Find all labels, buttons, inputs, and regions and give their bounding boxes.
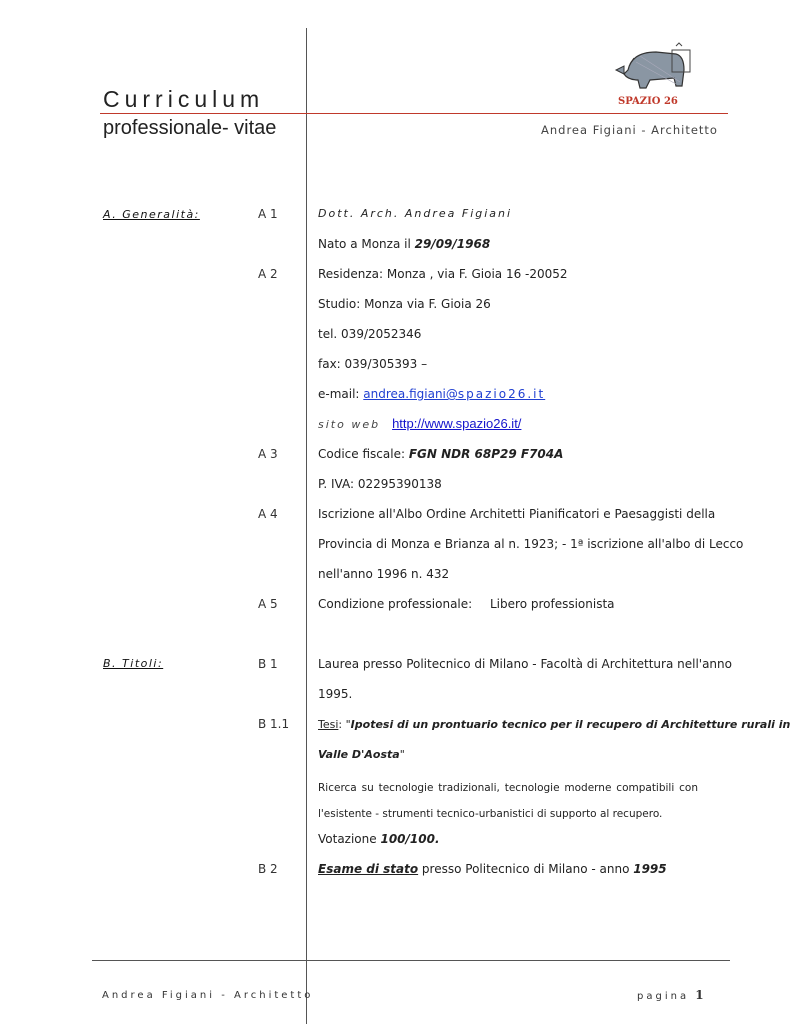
a2-tel: tel. 039/2052346 bbox=[318, 327, 422, 341]
email-user: andrea.figiani@ bbox=[363, 387, 458, 401]
page-title: Curriculum bbox=[103, 86, 265, 112]
a4-line3: nell'anno 1996 n. 432 bbox=[318, 567, 450, 581]
code-b1: B 1 bbox=[258, 657, 278, 671]
tesi-label: Tesi bbox=[318, 718, 339, 731]
page-number bbox=[637, 988, 704, 1002]
a3-piva: P. IVA: 02295390138 bbox=[318, 477, 442, 491]
code-a5: A 5 bbox=[258, 597, 278, 611]
logo-text: SPAZIO 26 bbox=[618, 96, 678, 107]
exam-label: Esame di stato bbox=[318, 862, 419, 876]
cf-label: Codice fiscale: bbox=[318, 447, 409, 461]
a1-birth bbox=[318, 237, 490, 251]
a3-cf bbox=[318, 447, 563, 461]
email-link[interactable] bbox=[363, 387, 545, 401]
vote-value: 100/100. bbox=[380, 832, 440, 846]
email-label: e-mail: bbox=[318, 387, 364, 401]
header-author: Andrea Figiani - Architetto bbox=[541, 123, 718, 137]
section-b-title: B. Titoli: bbox=[103, 657, 164, 670]
footer-rule bbox=[92, 960, 730, 961]
b11-research: Ricerca su tecnologie tradizionali, tecnologie moderne compatibili con l'esistente - strumenti tecnico-urbanistici di supporto al recupero. bbox=[318, 782, 698, 820]
birth-date: 29/09/1968 bbox=[414, 237, 491, 251]
a4-line2: Provincia di Monza e Brianza al n. 1923; - 1ª iscrizione all'albo di Lecco bbox=[318, 537, 744, 551]
code-b11: B 1.1 bbox=[258, 717, 290, 731]
tesi-open: : " bbox=[338, 718, 351, 731]
header-rule bbox=[100, 113, 728, 114]
b1-line1: Laurea presso Politecnico di Milano - Facoltà di Architettura nell'anno bbox=[318, 657, 732, 671]
a2-web bbox=[318, 416, 521, 431]
birth-label: Nato a Monza il bbox=[318, 237, 415, 251]
vote-label: Votazione bbox=[318, 832, 381, 846]
exam-year: 1995 bbox=[633, 862, 667, 876]
b2-exam bbox=[318, 862, 667, 876]
b11-thesis-line1 bbox=[318, 718, 790, 731]
exam-middle: presso Politecnico di Milano - anno bbox=[418, 862, 634, 876]
web-link[interactable]: http://www.spazio26.it/ bbox=[392, 416, 522, 431]
b11-thesis-line2 bbox=[318, 748, 405, 761]
web-label: sito web bbox=[318, 418, 381, 431]
a5-value: Libero professionista bbox=[490, 597, 615, 611]
tesi-close: " bbox=[399, 748, 405, 761]
cf-value: FGN NDR 68P29 F704A bbox=[408, 447, 564, 461]
spazio26-logo bbox=[610, 40, 706, 112]
page-number-value: 1 bbox=[695, 988, 704, 1002]
section-a-title: A. Generalità: bbox=[103, 208, 200, 221]
a2-residence: Residenza: Monza , via F. Gioia 16 -20052 bbox=[318, 267, 568, 281]
code-a3: A 3 bbox=[258, 447, 278, 461]
code-a1: A 1 bbox=[258, 207, 278, 221]
page-label: pagina bbox=[637, 991, 696, 1002]
b11-vote bbox=[318, 832, 440, 846]
b1-line2: 1995. bbox=[318, 687, 353, 701]
page-subtitle: professionale- vitae bbox=[103, 117, 277, 139]
code-b2: B 2 bbox=[258, 862, 278, 876]
footer-author: Andrea Figiani - Architetto bbox=[102, 990, 314, 1001]
a2-email bbox=[318, 387, 545, 401]
email-domain: spazio26.it bbox=[457, 387, 546, 401]
a2-studio: Studio: Monza via F. Gioia 26 bbox=[318, 297, 491, 311]
a5-label: Condizione professionale: bbox=[318, 597, 473, 611]
a4-line1: Iscrizione all'Albo Ordine Architetti Pianificatori e Paesaggisti della bbox=[318, 507, 716, 521]
tesi-title-2: Valle D'Aosta bbox=[318, 748, 400, 761]
vertical-divider bbox=[306, 28, 307, 1024]
a2-fax: fax: 039/305393 – bbox=[318, 357, 428, 371]
a1-name: Dott. Arch. Andrea Figiani bbox=[318, 207, 513, 220]
code-a2: A 2 bbox=[258, 267, 278, 281]
code-a4: A 4 bbox=[258, 507, 278, 521]
tesi-title-1: Ipotesi di un prontuario tecnico per il recupero di Architetture rurali in bbox=[350, 718, 791, 731]
